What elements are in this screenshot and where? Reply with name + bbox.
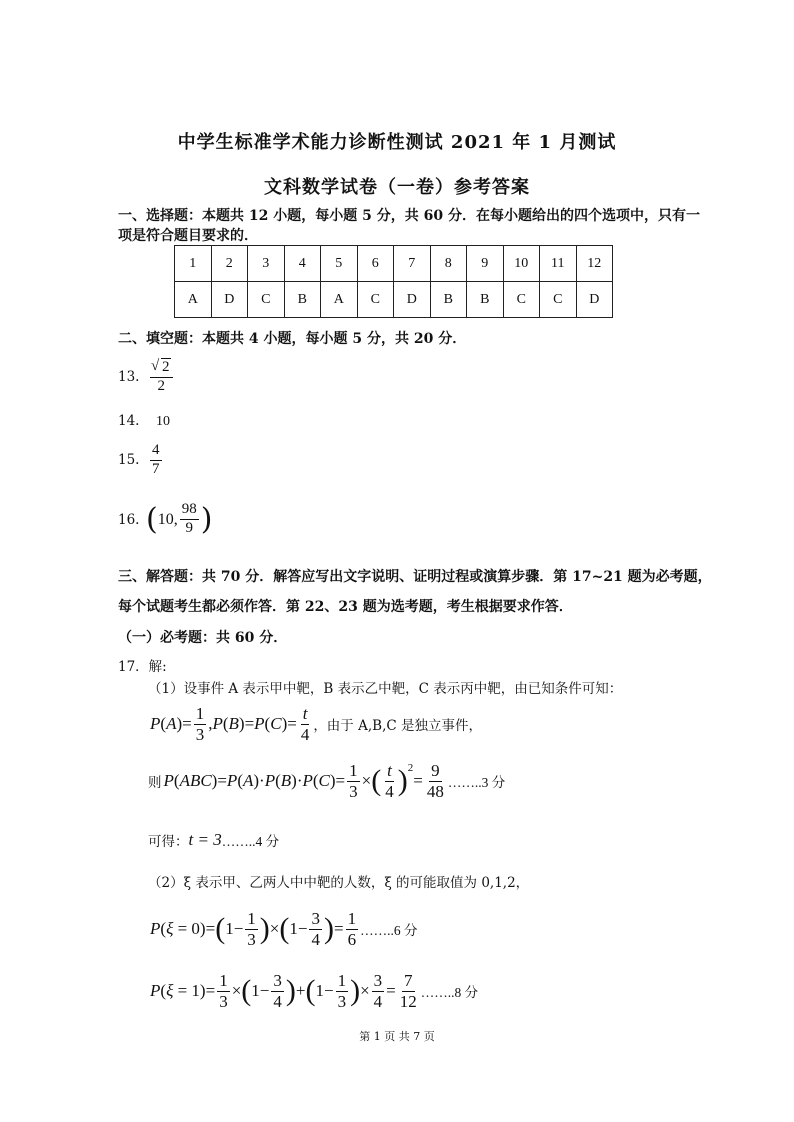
answer-14 [118,413,170,430]
formula-probabilities: P(A)= $\frac{1}{3}$ ,P(B)=P(C)= $\frac{t}{4}$ ，由于 A,B,C 是独立事件， [150,704,482,744]
page-title: 中学生标准学术能力诊断性测试 2021 年 1 月测试 [177,132,617,153]
answer-14-value: 10 [156,414,170,429]
question-number-cell: 7 [394,246,431,282]
question-number-cell: 11 [540,246,577,282]
question-number-cell: 10 [503,246,540,282]
answer-table-answers-row [175,282,613,318]
question-number-cell: 4 [284,246,321,282]
answer-13-fraction [150,360,173,395]
part1-result-value: t = 3 [188,830,222,849]
answer-16-denominator: 9 [185,520,193,536]
question-number-cell: 6 [357,246,394,282]
part2-intro: （2）ξ 表示甲、乙两人中中靶的人数，ξ 的可能取值为 0,1,2， [148,875,530,891]
answer-cell: C [357,282,394,318]
answer-15-label: 15. [118,452,140,469]
answer-cell: C [540,282,577,318]
formula-xi-1: P(ξ = 1)= $\frac{1}{3}$ × ( 1− $\frac{3}{4}$ ) + ( 1− $\frac{1}{3}$ ) × $\frac{3}{4}$ = $\frac{7}{12}$ ……..8 分 [150,971,479,1011]
answer-cell: C [503,282,540,318]
section3-heading-line2: 每个试题考生都必须作答．第 22、23 题为选考题，考生根据要求作答． [118,599,573,615]
answer-15 [118,443,164,478]
section1-heading-line2: 项是符合题目要求的． [118,228,258,244]
score-4: ……..4 分 [221,834,280,849]
answer-16: 16. ( 10, $\frac{98}{9}$ ) [118,501,213,537]
question-17-label: 17．解: [118,659,167,675]
question-number-cell: 5 [321,246,358,282]
answer-15-numerator: 4 [150,443,162,461]
answer-cell: B [284,282,321,318]
answer-cell: A [321,282,358,318]
answer-13-label: 13. [118,369,140,386]
answer-table-numbers-row [175,246,613,282]
page-subtitle: 文科数学试卷（一卷）参考答案 [264,177,530,198]
formula-xi-0: P(ξ = 0)= ( 1− $\frac{1}{3}$ ) × ( 1− $\frac{3}{4}$ ) = $\frac{1}{6}$ ……..6 分 [150,909,418,949]
answer-13-numerator: 2 [162,359,170,375]
answer-14-label: 14. [118,413,140,429]
answer-13-denominator: 2 [157,377,165,394]
answer-16-numerator: 98 [180,502,199,520]
question-number-cell: 2 [211,246,248,282]
page-footer: 第 1 页 共 7 页 [359,1030,435,1043]
section3-subheading: （一）必考题：共 60 分． [118,630,288,646]
answer-cell: D [576,282,613,318]
section3-heading-line1: 三、解答题：共 70 分．解答应写出文字说明、证明过程或演算步骤．第 17~21 题为必考题， [118,569,712,585]
question-number-cell: 9 [467,246,504,282]
question-number-cell: 3 [248,246,285,282]
score-8: ……..8 分 [420,985,479,1001]
score-3: ……..3 分 [447,775,506,791]
part1-result [148,830,279,850]
part1-then-text: 则 [148,775,162,792]
answer-16-label: 16. [118,511,140,528]
part1-result-prefix: 可得： [148,834,189,850]
answer-cell: A [175,282,212,318]
answer-cell: C [248,282,285,318]
answer-13 [118,360,175,395]
answer-cell: B [430,282,467,318]
formula-abc: 则 P(ABC)=P(A)·P(B)·P(C)= $\frac{1}{3}$ × ( $\frac{t}{4}$ ) $^2$ = $\frac{9}{48}$ ……..3 分 [148,761,506,801]
answer-cell: B [467,282,504,318]
section2-heading: 二、填空题：本题共 4 小题，每小题 5 分，共 20 分． [118,331,467,347]
section1-heading-line1: 一、选择题：本题共 12 小题，每小题 5 分，共 60 分．在每小题给出的四个选项中，只有一 [118,208,700,224]
answer-cell: D [394,282,431,318]
answer-cell: D [211,282,248,318]
question-number-cell: 8 [430,246,467,282]
answer-16-fraction [180,502,199,537]
answer-table [174,245,613,318]
question-number-cell: 12 [576,246,613,282]
answer-15-fraction [150,443,162,478]
answer-16-left: 10, [157,510,178,528]
answer-15-denominator: 7 [152,460,160,477]
part1-independence-text: ，由于 A,B,C 是独立事件， [313,718,482,735]
score-6: ……..6 分 [360,923,418,939]
question-number-cell: 1 [175,246,212,282]
part1-intro: （1）设事件 A 表示甲中靶，B 表示乙中靶，C 表示丙中靶，由已知条件可知： [148,681,623,697]
